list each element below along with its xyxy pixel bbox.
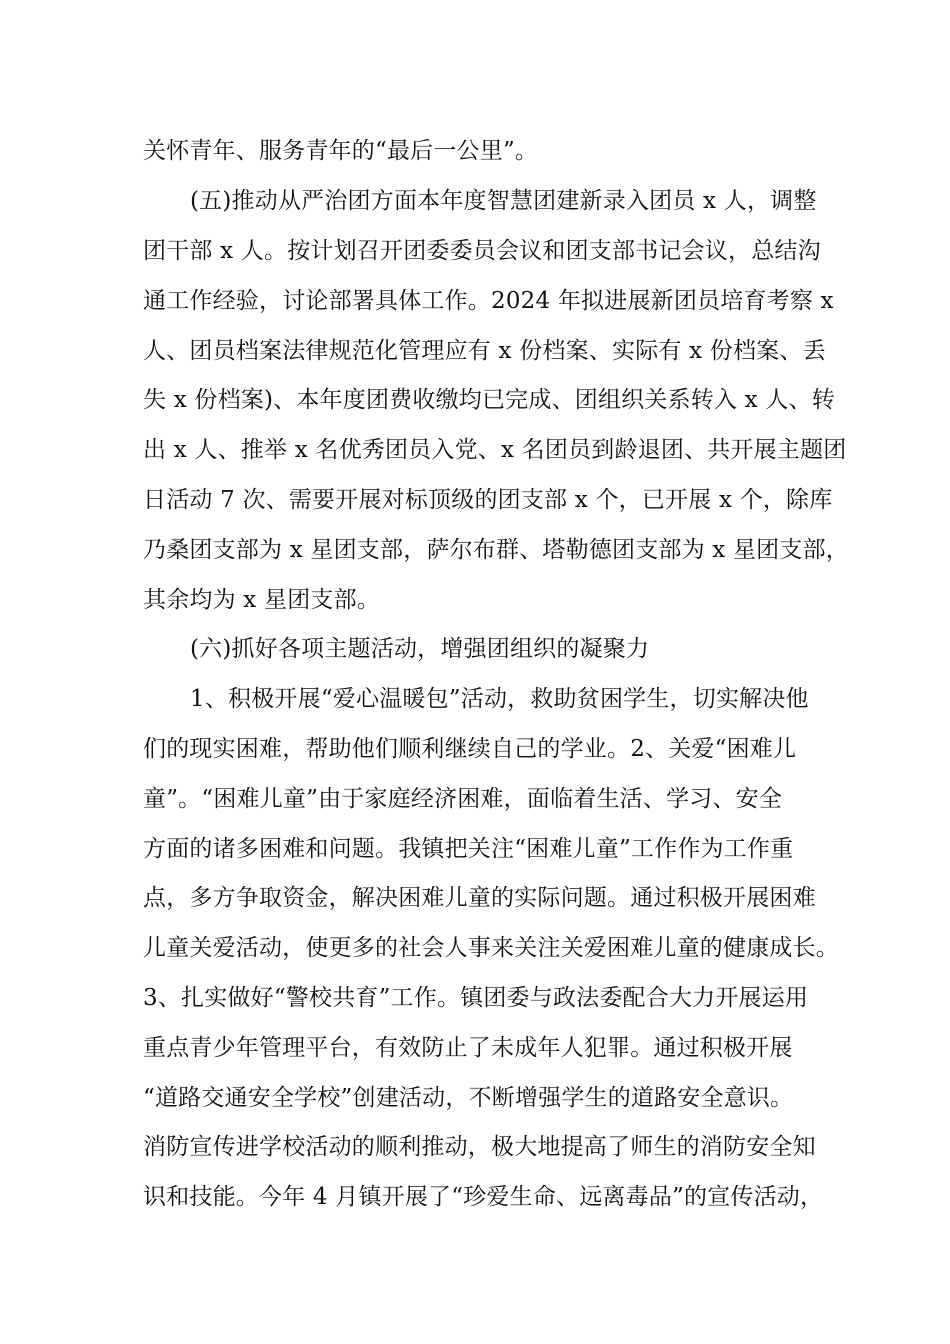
section-heading-5: (五)推动从严治团方面本年度智慧团建新录入团员 x 人，调整	[190, 188, 817, 214]
text-line: 人、团员档案法律规范化管理应有 x 份档案、实际有 x 份档案、丢	[143, 338, 826, 364]
text-line: 1、积极开展“爱心温暖包”活动，救助贫困学生，切实解决他	[190, 686, 809, 712]
text-line: 通工作经验，讨论部署具体工作。2024 年拟进展新团员培育考察 x	[143, 288, 834, 314]
text-line: 其余均为 x 星团支部。	[143, 587, 380, 613]
text-line: 们的现实困难，帮助他们顺利继续自己的学业。2、关爱“困难儿	[143, 736, 797, 762]
text-line: 乃桑团支部为 x 星团支部，萨尔布群、塔勒德团支部为 x 星团支部，	[143, 537, 849, 563]
text-line: 方面的诸多困难和问题。我镇把关注“困难儿童”工作作为工作重	[143, 836, 794, 862]
text-line: 失 x 份档案)、本年度团费收缴均已完成、团组织关系转入 x 人、转	[143, 387, 835, 413]
text-line: 重点青少年管理平台，有效防止了未成年人犯罪。通过积极开展	[143, 1035, 793, 1061]
text-line: 日活动 7 次、需要开展对标顶级的团支部 x 个，已开展 x 个，除库	[143, 487, 833, 513]
text-line: 关怀青年、服务青年的“最后一公里”。	[143, 138, 539, 164]
text-line: 儿童关爱活动，使更多的社会人事来关注关爱困难儿童的健康成长。	[143, 935, 839, 961]
text-line: 团干部 x 人。按计划召开团委委员会议和团支部书记会议，总结沟	[143, 238, 821, 264]
text-line: 识和技能。今年 4 月镇开展了“珍爱生命、远离毒品”的宣传活动，	[143, 1184, 824, 1210]
text-line: 消防宣传进学校活动的顺利推动，极大地提高了师生的消防安全知	[143, 1134, 816, 1160]
text-line: “道路交通安全学校”创建活动，不断增强学生的道路安全意识。	[143, 1085, 794, 1111]
text-line: 点，多方争取资金，解决困难儿童的实际问题。通过积极开展困难	[143, 885, 816, 911]
text-line: 3、扎实做好“警校共育”工作。镇团委与政法委配合大力开展运用	[143, 985, 809, 1011]
text-line: 童”。“困难儿童”由于家庭经济困难，面临着生活、学习、安全	[143, 786, 783, 812]
section-heading-6: (六)抓好各项主题活动，增强团组织的凝聚力	[190, 636, 650, 662]
text-line: 出 x 人、推举 x 名优秀团员入党、x 名团员到龄退团、共开展主题团	[143, 437, 847, 463]
